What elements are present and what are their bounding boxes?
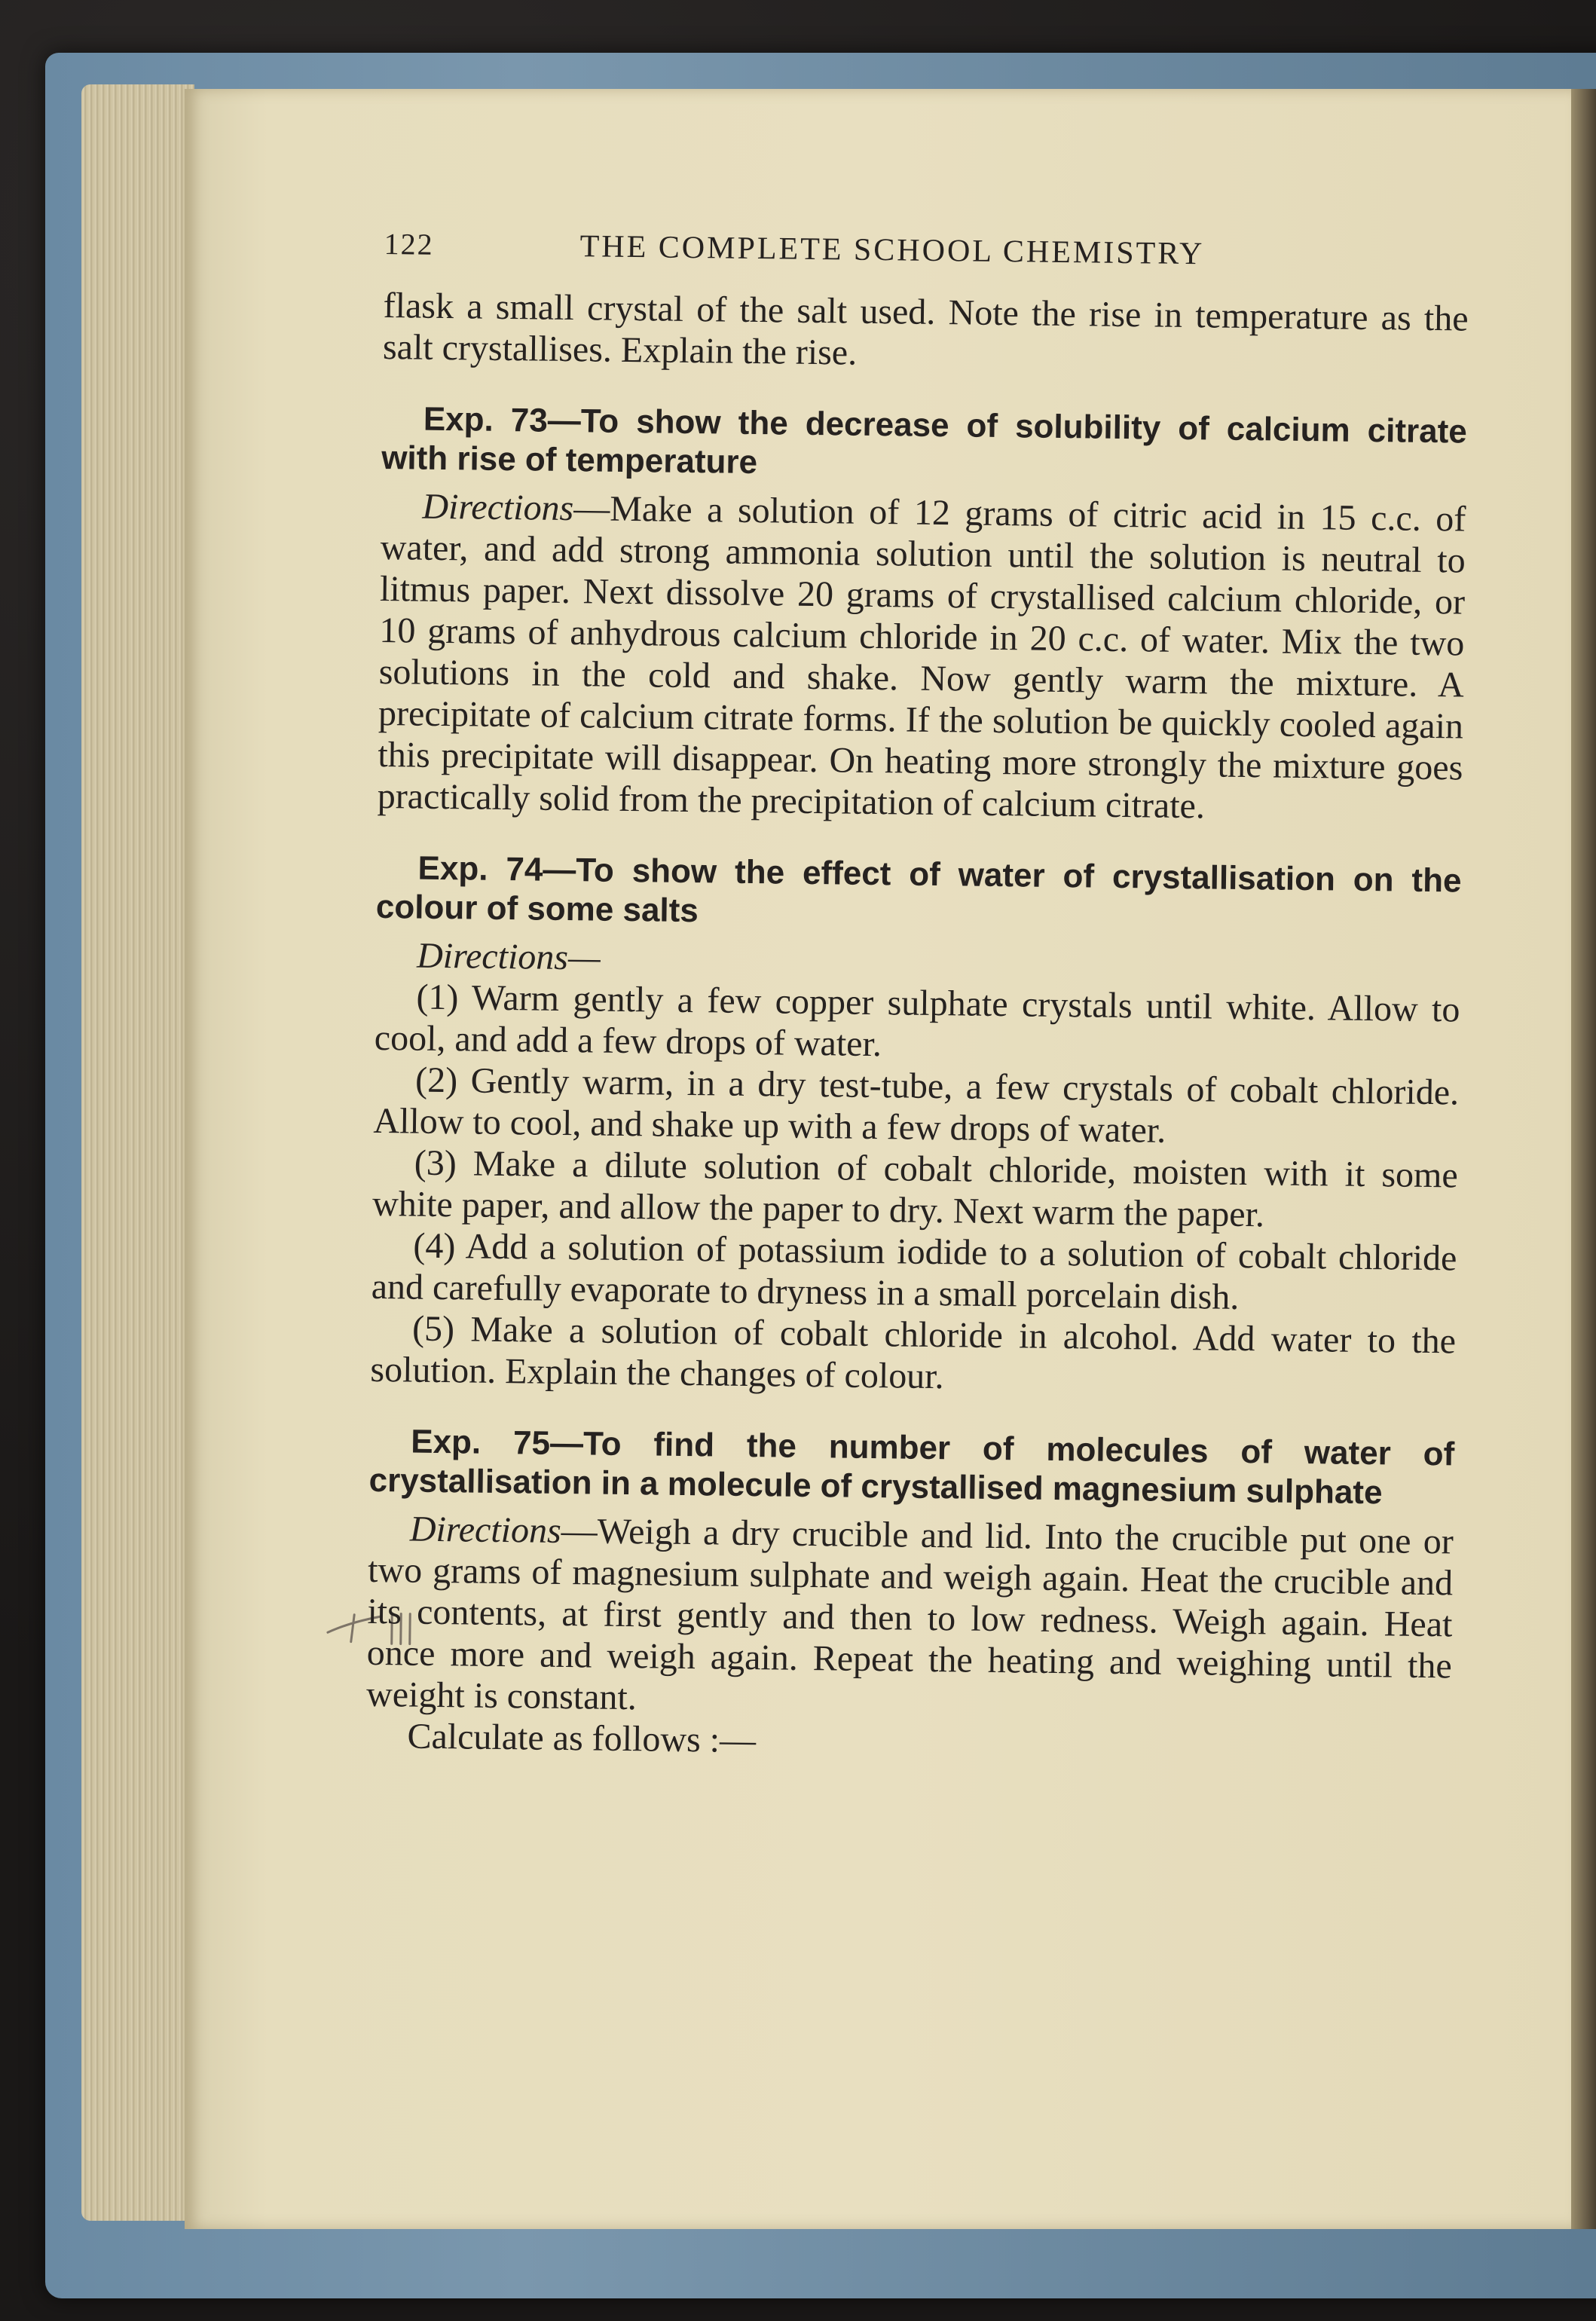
experiment-step: (3) Make a dilute solution of cobalt chloride, moisten with it some white paper, and allow the paper to dry. Next warm the paper. xyxy=(371,1142,1459,1235)
experiment-heading-73: Exp. 73—To show the decrease of solubility of calcium citrate with rise of temperature xyxy=(381,400,1468,482)
opening-paragraph: flask a small crystal of the salt used. Note the rise in temperature as the salt crystallises. Explain the rise. xyxy=(382,285,1469,373)
experiment-step: (5) Make a solution of cobalt chloride in alcohol. Add water to the solution. Explain the changes of colour. xyxy=(370,1308,1457,1397)
directions-label: Directions xyxy=(422,486,574,529)
experiment-heading-74: Exp. 74—To show the effect of water of crystallisation on the colour of some salts xyxy=(375,849,1462,930)
directions-label-text: Directions— xyxy=(416,935,601,978)
experiment-step: (4) Add a solution of potassium iodide to a solution of cobalt chloride and carefully evaporate to dryness in a small porcelain dish. xyxy=(371,1225,1457,1317)
experiment-step: (1) Warm gently a few copper sulphate crystals until white. Allow to cool, and add a few drops of water. xyxy=(374,977,1460,1065)
closing-line: Calculate as follows :— xyxy=(407,1716,757,1761)
experiment-directions-75 xyxy=(366,1508,1454,1729)
experiment-directions-73 xyxy=(377,485,1466,830)
directions-text: —Make a solution of 12 grams of citric acid in 15 c.c. of water, and add strong ammonia solution until the solution is neutral to litmus paper. Next dissolve 20 grams of crystallised calcium chloride, or 10 grams of anhydrous calcium chloride in 20 c.c. of water. Mix the two solutions in the cold and shake. Now gently warm the mixture. A precipitate of calcium citrate forms. If the solution be quickly cooled again this precipitate will disappear. On heating more strongly the mixture goes practically solid from the precipitation of calcium citrate. xyxy=(377,488,1466,827)
directions-text: —Weigh a dry crucible and lid. Into the crucible put one or two grams of magnesium sulphate and weigh again. Heat the crucible and its contents, at first gently and then to low redness. Weigh again. Heat once more and weigh again. Repeat the heating and weighing until the weight is constant. xyxy=(365,1510,1454,1718)
book-gutter xyxy=(1571,89,1596,2229)
page-number: 122 xyxy=(384,226,434,261)
experiment-step: (2) Gently warm, in a dry test-tube, a few crystals of cobalt chloride. Allow to cool, and shake up with a few drops of water. xyxy=(373,1060,1460,1151)
page-content xyxy=(365,226,1469,1769)
directions-label: Directions xyxy=(409,1509,562,1551)
page-edges xyxy=(81,84,194,2221)
experiment-heading-75: Exp. 75—To find the number of molecules of water of crystallisation in a molecule of crystallised magnesium sulphate xyxy=(368,1423,1455,1512)
running-title: THE COMPLETE SCHOOL CHEMISTRY xyxy=(579,229,1205,272)
